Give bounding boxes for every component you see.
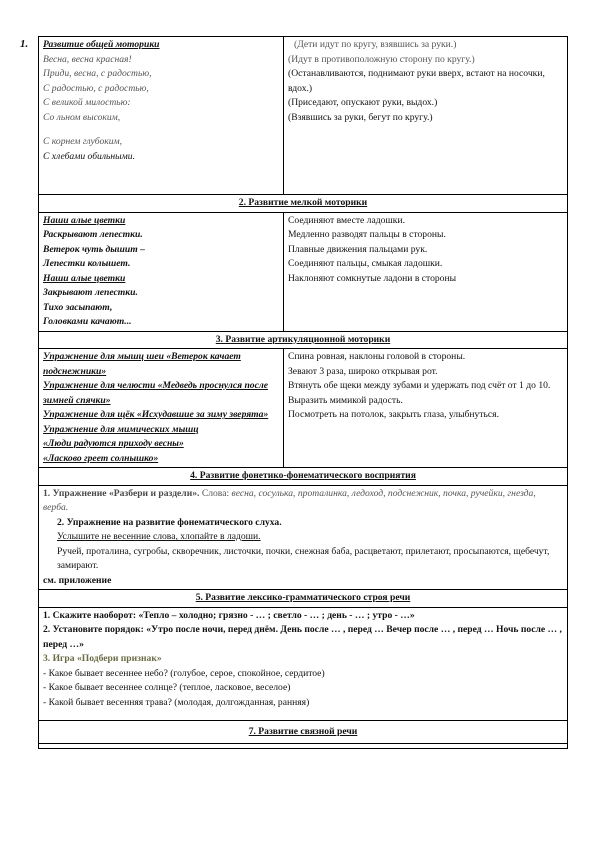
section-5-title: 5. Развитие лексико-грамматического строя речи (195, 592, 411, 603)
section-5-header (39, 590, 568, 608)
instruction-line: (Дети идут по кругу, взявшись за руки.) (294, 39, 457, 50)
poem-line: С великой милостью: (43, 97, 131, 108)
instruction-line: (Взявшись за руки, бегут по кругу.) (288, 111, 433, 123)
exercise-name: Упражнение для щёк «Исхудавшие за зиму зверята» (43, 409, 269, 420)
poem-line: Со льном высоким, (43, 111, 121, 123)
instruction-line: Посмотреть на потолок, закрыть глаза, улыбнуться. (288, 409, 499, 420)
section-1-right-cell (284, 37, 568, 195)
section-3-header (39, 331, 568, 349)
section-2-row (39, 212, 568, 331)
rhyme-line: Ветерок чуть дышит – (43, 243, 145, 255)
exercise-name: Упражнение для мышц шеи «Ветерок качает подснежники» (43, 351, 241, 377)
poem-line: С радостью, с радостью, (43, 82, 149, 94)
exercise-2-task: Услышите не весенние слова, хлопайте в ладоши. (57, 531, 261, 542)
instruction-line: Соединяют вместе ладошки. (288, 214, 405, 226)
task-1-text: «Тепло – холодно; грязно - … ; светло - … ; день - … ; утро - …» (138, 609, 415, 621)
section-4-row (39, 485, 568, 590)
section-4-cell (39, 485, 568, 590)
words-label: Слова: (201, 487, 230, 499)
exercise-1-label: 1. Упражнение «Разбери и раздели». (43, 487, 200, 499)
section-4-title: 4. Развитие фонетико-фонематического восприятия (190, 470, 416, 481)
section-4-header (39, 468, 568, 486)
poem-line: Весна, весна красная! (43, 53, 132, 65)
rhyme-line: Закрывают лепестки. (43, 287, 138, 298)
exercise-name: Упражнение для мимических мышц (43, 423, 199, 435)
question-line: - Какое бывает весеннее солнце? (теплое, ласковое, веселое) (43, 682, 291, 693)
item-number: 1. (20, 38, 29, 50)
instruction-line: Спина ровная, наклоны головой в стороны. (288, 351, 466, 362)
lesson-table (38, 36, 568, 749)
word-list: весна, сосулька, проталинка, ледоход, подснежник, почка, ручейки, гнезда, верба. (43, 487, 536, 513)
instruction-line: (Приседают, опускают руки, выдох.) (288, 97, 438, 108)
task-2-label: 2. Установите порядок: (43, 624, 144, 635)
exercise-2-words: Ручей, проталина, сугробы, скворечник, листочки, почки, снежная баба, расцветают, прилетают, просыпаются, щебечут, замирают. (57, 545, 550, 571)
rhyme-line: Тихо засыпают, (43, 301, 113, 313)
task-1-label: 1. Скажите наоборот: (43, 609, 137, 621)
instruction-line: Зевают 3 раза, широко открывая рот. (288, 365, 438, 377)
question-line: - Какое бывает весеннее небо? (голубое, серое, спокойное, сердитое) (43, 667, 325, 679)
exercise-name: «Ласково греет солнышко» (43, 452, 159, 464)
instruction-line: Медленно разводят пальцы в стороны. (288, 229, 446, 240)
section-1-row (39, 37, 568, 195)
question-line: - Какой бывает весенняя трава? (молодая, долгожданная, ранняя) (43, 696, 310, 708)
instruction-line: (Останавливаются, поднимают руки вверх, встают на носочки, вдох.) (288, 68, 545, 94)
section-1-heading: Развитие общей моторики (43, 39, 160, 50)
poem-line: С хлебами обильными. (43, 150, 135, 162)
section-2-left-cell (39, 212, 284, 331)
exercise-name: «Люди радуются приходу весны» (43, 438, 184, 449)
section-2-title: 2. Развитие мелкой моторики (238, 197, 368, 208)
exercise-1 (43, 487, 563, 516)
rhyme-line: Лепестки колышет. (43, 258, 131, 269)
rhyme-line: Раскрывают лепестки. (43, 229, 143, 240)
instruction-line: Наклоняют сомкнутые ладони в стороны (288, 272, 457, 284)
section-5-row (39, 607, 568, 720)
section-7-header (39, 720, 568, 744)
instruction-line: Выразить мимикой радость. (288, 394, 403, 406)
instruction-line: Втянуть обе щеки между зубами и удержать под счёт от 1 до 10. (288, 380, 551, 391)
task-1 (43, 609, 563, 624)
section-1-left-cell (39, 37, 284, 195)
section-3-title: 3. Развитие артикуляционной моторики (215, 333, 391, 345)
task-2-text: «Утро после ночи, перед днём. День после … , перед … Вечер после … , перед … Ночь после … , перед …» (43, 624, 562, 650)
rhyme-line: Наши алые цветки (43, 214, 126, 226)
appendix-note: см. приложение (43, 574, 112, 586)
instruction-line: Соединяют пальцы, смыкая ладошки. (288, 258, 443, 269)
game-title: 3. Игра «Подбери признак» (43, 653, 162, 664)
section-2-right-cell (284, 212, 568, 331)
task-2 (43, 623, 563, 652)
section-3-left-cell (39, 349, 284, 468)
instruction-line: (Идут в противоположную сторону по кругу.) (288, 53, 475, 65)
exercise-2-label: 2. Упражнение на развитие фонематического слуха. (57, 516, 282, 528)
section-3-right-cell (284, 349, 568, 468)
section-5-cell (39, 607, 568, 720)
rhyme-line: Наши алые цветки (43, 272, 126, 284)
exercise-name: Упражнение для челюсти «Медведь проснулся после зимней спячки» (43, 380, 269, 406)
section-7-title: 7. Развитие связной речи (248, 725, 358, 737)
instruction-line: Плавные движения пальцами рук. (288, 243, 428, 255)
section-7-cell (39, 744, 568, 749)
poem-line: Приди, весна, с радостью, (43, 68, 152, 79)
poem-line: С корнем глубоким, (43, 136, 123, 147)
section-2-header (39, 195, 568, 213)
rhyme-line: Головками качают... (43, 316, 132, 327)
section-3-row (39, 349, 568, 468)
section-7-row (39, 744, 568, 749)
